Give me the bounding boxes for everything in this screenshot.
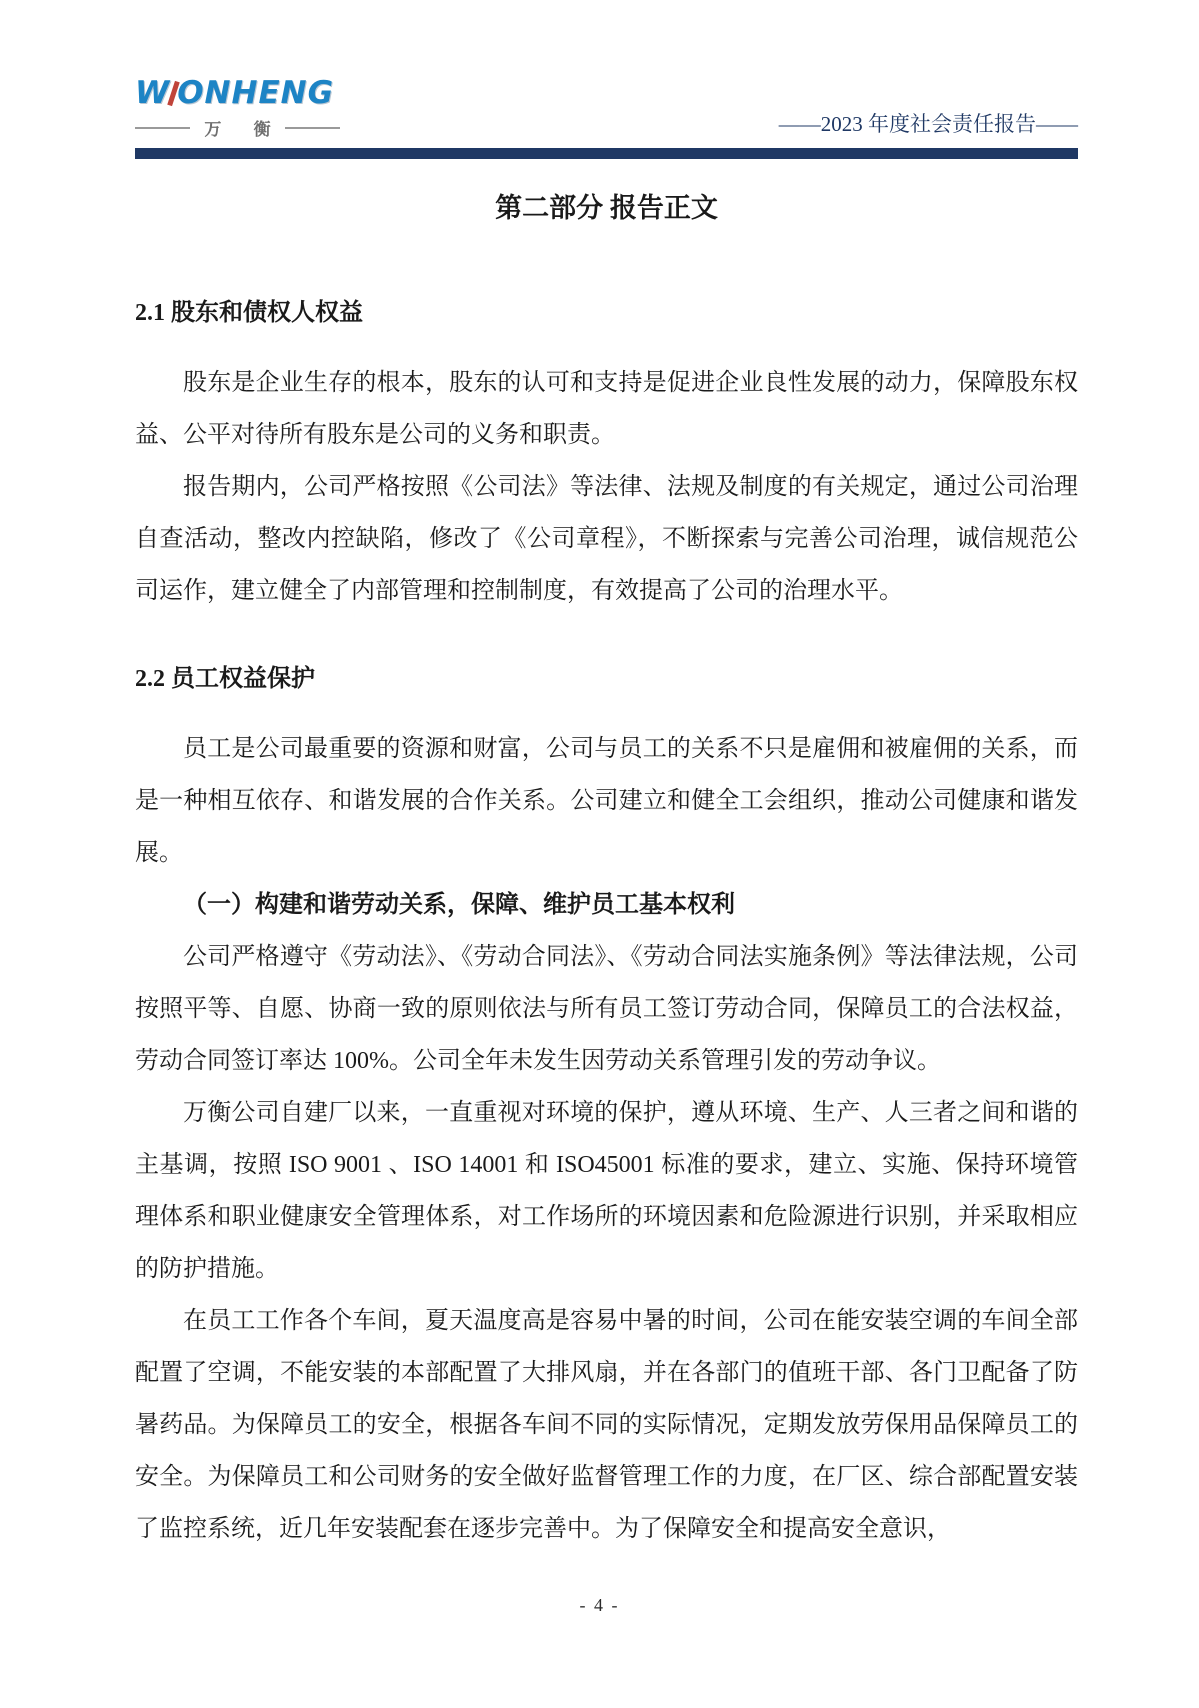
page-header <box>135 75 1078 159</box>
logo-dash-left <box>135 127 190 129</box>
section-heading-2-2: 2.2 员工权益保护 <box>135 666 315 692</box>
logo-wordmark <box>135 75 340 111</box>
header-rule <box>135 148 1078 159</box>
paragraph-employees-1: 员工是公司最重要的资源和财富，公司与员工的关系不只是雇佣和被雇佣的关系，而是一种相互依存、和谐发展的合作关系。公司建立和健全工会组织，推动公司健康和谐发展。 <box>135 736 1078 866</box>
logo-subtitle: 万 衡 <box>204 120 285 139</box>
header-row <box>135 75 1078 140</box>
subsection-heading-labor-relations: （一）构建和谐劳动关系，保障、维护员工基本权利 <box>183 892 735 918</box>
report-series-title: ——2023 年度社会责任报告—— <box>778 112 1078 136</box>
paragraph-iso-standards: 万衡公司自建厂以来，一直重视对环境的保护，遵从环境、生产、人三者之间和谐的主基调，按照 ISO 9001 、ISO 14001 和 ISO45001 标准的要求，建立、实施、保持环境管理体系和职业健康安全管理体系，对工作场所的环境因素和危险源进行识别，并采取相应的防护措施。 <box>135 1100 1078 1282</box>
page-footer <box>0 1595 1199 1616</box>
document-title: 第二部分 报告正文 <box>495 193 718 223</box>
logo-dash-right <box>285 127 340 129</box>
section-heading-2-1: 2.1 股东和债权人权益 <box>135 300 363 326</box>
wonheng-logo <box>135 75 340 140</box>
paragraph-labor-law: 公司严格遵守《劳动法》、《劳动合同法》、《劳动合同法实施条例》等法律法规，公司按照平等、自愿、协商一致的原则依法与所有员工签订劳动合同，保障员工的合法权益，劳动合同签订率达 100%。公司全年未发生因劳动关系管理引发的劳动争议。 <box>135 944 1078 1074</box>
paragraph-workshop-safety: 在员工工作各个车间，夏天温度高是容易中暑的时间，公司在能安装空调的车间全部配置了空调，不能安装的本部配置了大排风扇，并在各部门的值班干部、各门卫配备了防暑药品。为保障员工的安全，根据各车间不同的实际情况，定期发放劳保用品保障员工的安全。为保障员工和公司财务的安全做好监督管理工作的力度，在厂区、综合部配置安装了监控系统，近几年安装配套在逐步完善中。为了保障安全和提高安全意识， <box>135 1308 1078 1542</box>
logo-wordmark-prefix: W <box>135 75 171 111</box>
document-body <box>135 189 1078 1555</box>
paragraph-shareholders-2: 报告期内，公司严格按照《公司法》等法律、法规及制度的有关规定，通过公司治理自查活动，整改内控缺陷，修改了《公司章程》，不断探索与完善公司治理，诚信规范公司运作，建立健全了内部管理和控制制度，有效提高了公司的治理水平。 <box>135 474 1078 604</box>
page-number: - 4 - <box>579 1595 620 1615</box>
logo-subtitle-row <box>135 115 340 140</box>
paragraph-shareholders-1: 股东是企业生存的根本，股东的认可和支持是促进企业良性发展的动力，保障股东权益、公平对待所有股东是公司的义务和职责。 <box>135 370 1078 448</box>
logo-wordmark-suffix: ONHENG <box>177 75 335 111</box>
